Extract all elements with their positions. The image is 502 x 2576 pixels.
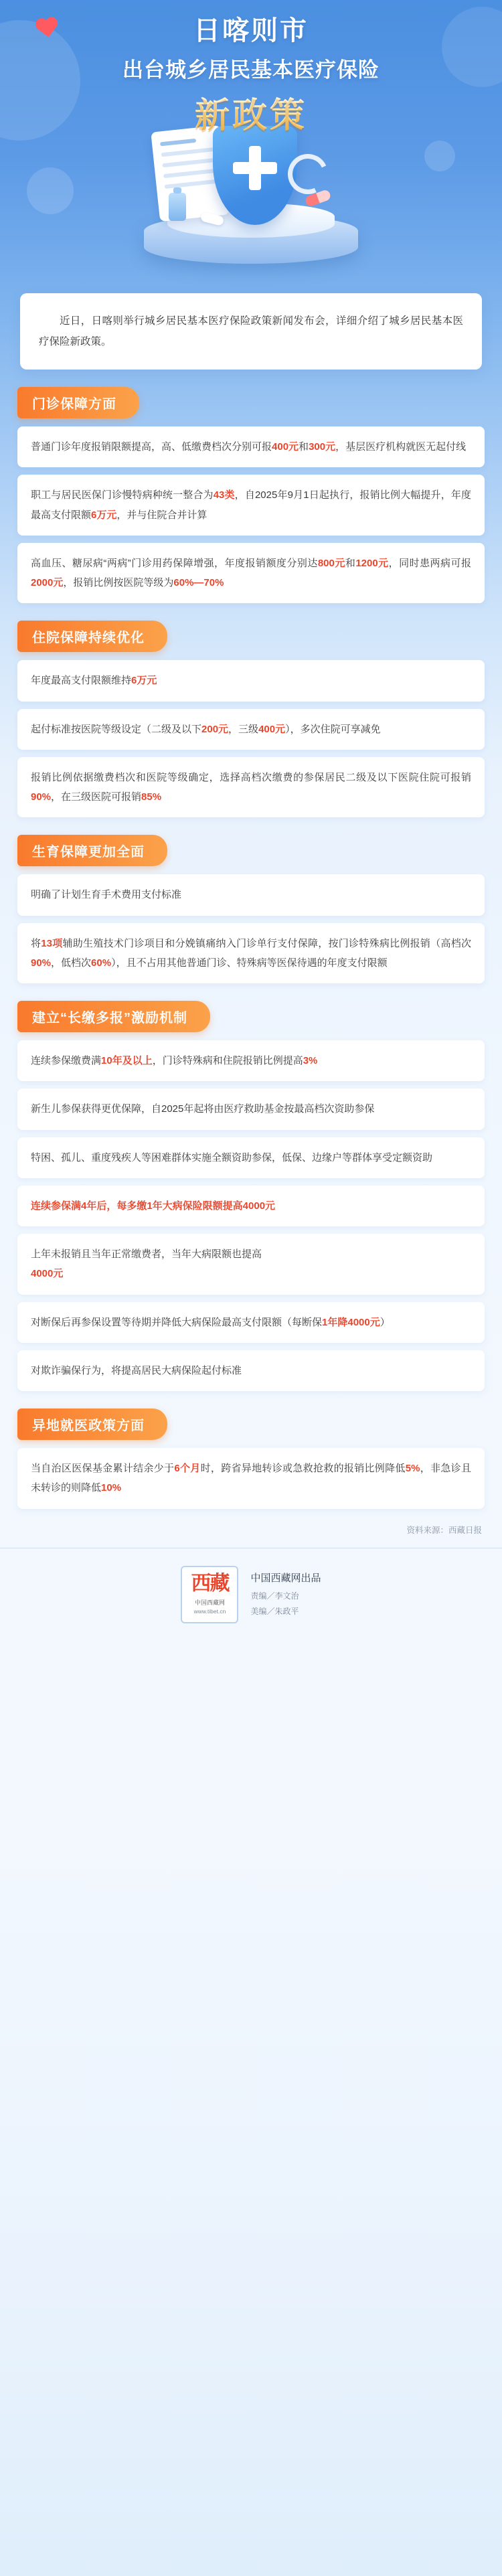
section-outpatient	[17, 387, 485, 603]
intro-card	[20, 293, 482, 370]
list-item: 对欺诈骗保行为，将提高居民大病保险起付标准	[17, 1350, 485, 1391]
section-title: 异地就医政策方面	[17, 1408, 167, 1440]
section-title: 生育保障更加全面	[17, 835, 167, 866]
section-body	[17, 1040, 485, 1391]
section-inpatient	[17, 621, 485, 817]
logo-subtitle: 中国西藏网	[194, 1599, 225, 1606]
list-item: 新生儿参保获得更优保障，自2025年起将由医疗救助基金按最高档次资助参保	[17, 1089, 485, 1129]
footer	[0, 1548, 502, 1643]
list-item: 对断保后再参保设置等待期并降低大病保险最高支付限额（每断保1年降4000元）	[17, 1302, 485, 1343]
list-item: 职工与居民医保门诊慢特病种统一整合为43类，自2025年9月1日起执行，报销比例大幅提升，年度最高支付限额6万元，并与住院合并计算	[17, 475, 485, 536]
hero-illustration	[0, 114, 502, 288]
page-title	[0, 0, 502, 137]
list-item: 上年未报销且当年正常缴费者，当年大病限额也提高 4000元	[17, 1234, 485, 1295]
section-body	[17, 426, 485, 603]
list-item: 起付标准按医院等级设定（二级及以下200元，三级400元），多次住院可享减免	[17, 709, 485, 750]
section-title: 住院保障持续优化	[17, 621, 167, 652]
hero-banner	[0, 0, 502, 288]
list-item: 将13项辅助生殖技术门诊项目和分娩镇痛纳入门诊单行支付保障，按门诊特殊病比例报销（高档次90%，低档次60%），且不占用其他普通门诊、特殊病等医保待遇的年度支付限额	[17, 923, 485, 984]
logo-url: www.tibet.cn	[193, 1608, 226, 1615]
list-item: 普通门诊年度报销限额提高，高、低缴费档次分别可报400元和300元，基层医疗机构就医无起付线	[17, 426, 485, 467]
footer-designer: 美编／朱政平	[250, 1606, 299, 1616]
title-line-highlight: 新政策	[195, 87, 307, 137]
list-item: 特困、孤儿、重度残疾人等困难群体实施全额资助参保，低保、边缘户等群体享受定额资助	[17, 1137, 485, 1178]
logo-mark: 西藏	[191, 1573, 229, 1595]
logo	[181, 1566, 238, 1623]
section-body	[17, 874, 485, 983]
list-item: 连续参保缴费满10年及以上，门诊特殊病和住院报销比例提高3%	[17, 1040, 485, 1081]
section-title: 门诊保障方面	[17, 387, 139, 418]
footer-producer: 中国西藏网出品	[250, 1573, 321, 1585]
intro-text: 近日，日喀则举行城乡居民基本医疗保险政策新闻发布会，详细介绍了城乡居民基本医疗保险新政策。	[39, 315, 463, 347]
list-item: 高血压、糖尿病“两病”门诊用药保障增强，年度报销额度分别达800元和1200元，同时患两病可报2000元，报销比例按医院等级为60%—70%	[17, 543, 485, 604]
list-item: 连续参保满4年后，每多缴1年大病保险限额提高4000元	[17, 1186, 485, 1226]
source-note: 资料来源：西藏日报	[406, 1525, 482, 1535]
section-title: 建立“长缴多报”激励机制	[17, 1001, 210, 1032]
section-maternity	[17, 835, 485, 983]
section-incentive	[17, 1001, 485, 1391]
list-item: 报销比例依据缴费档次和医院等级确定，选择高档次缴费的参保居民二级及以下医院住院可报销90%，在三级医院可报销85%	[17, 757, 485, 818]
footer-credits	[250, 1569, 321, 1619]
medicine-bottle-icon	[169, 193, 186, 221]
section-body	[17, 660, 485, 817]
list-item: 当自治区医保基金累计结余少于6个月时，跨省异地转诊或急救抢救的报销比例降低5%，非急诊且未转诊的则降低10%	[17, 1448, 485, 1509]
title-line-city: 日喀则市	[193, 16, 309, 46]
footer-editor: 责编／李文治	[250, 1591, 299, 1601]
title-line-policy: 出台城乡居民基本医疗保险	[122, 58, 380, 82]
medical-cross-icon	[233, 162, 277, 174]
section-body	[17, 1448, 485, 1509]
list-item: 明确了计划生育手术费用支付标准	[17, 874, 485, 915]
list-item: 年度最高支付限额维持6万元	[17, 660, 485, 701]
section-nonlocal	[17, 1408, 485, 1509]
